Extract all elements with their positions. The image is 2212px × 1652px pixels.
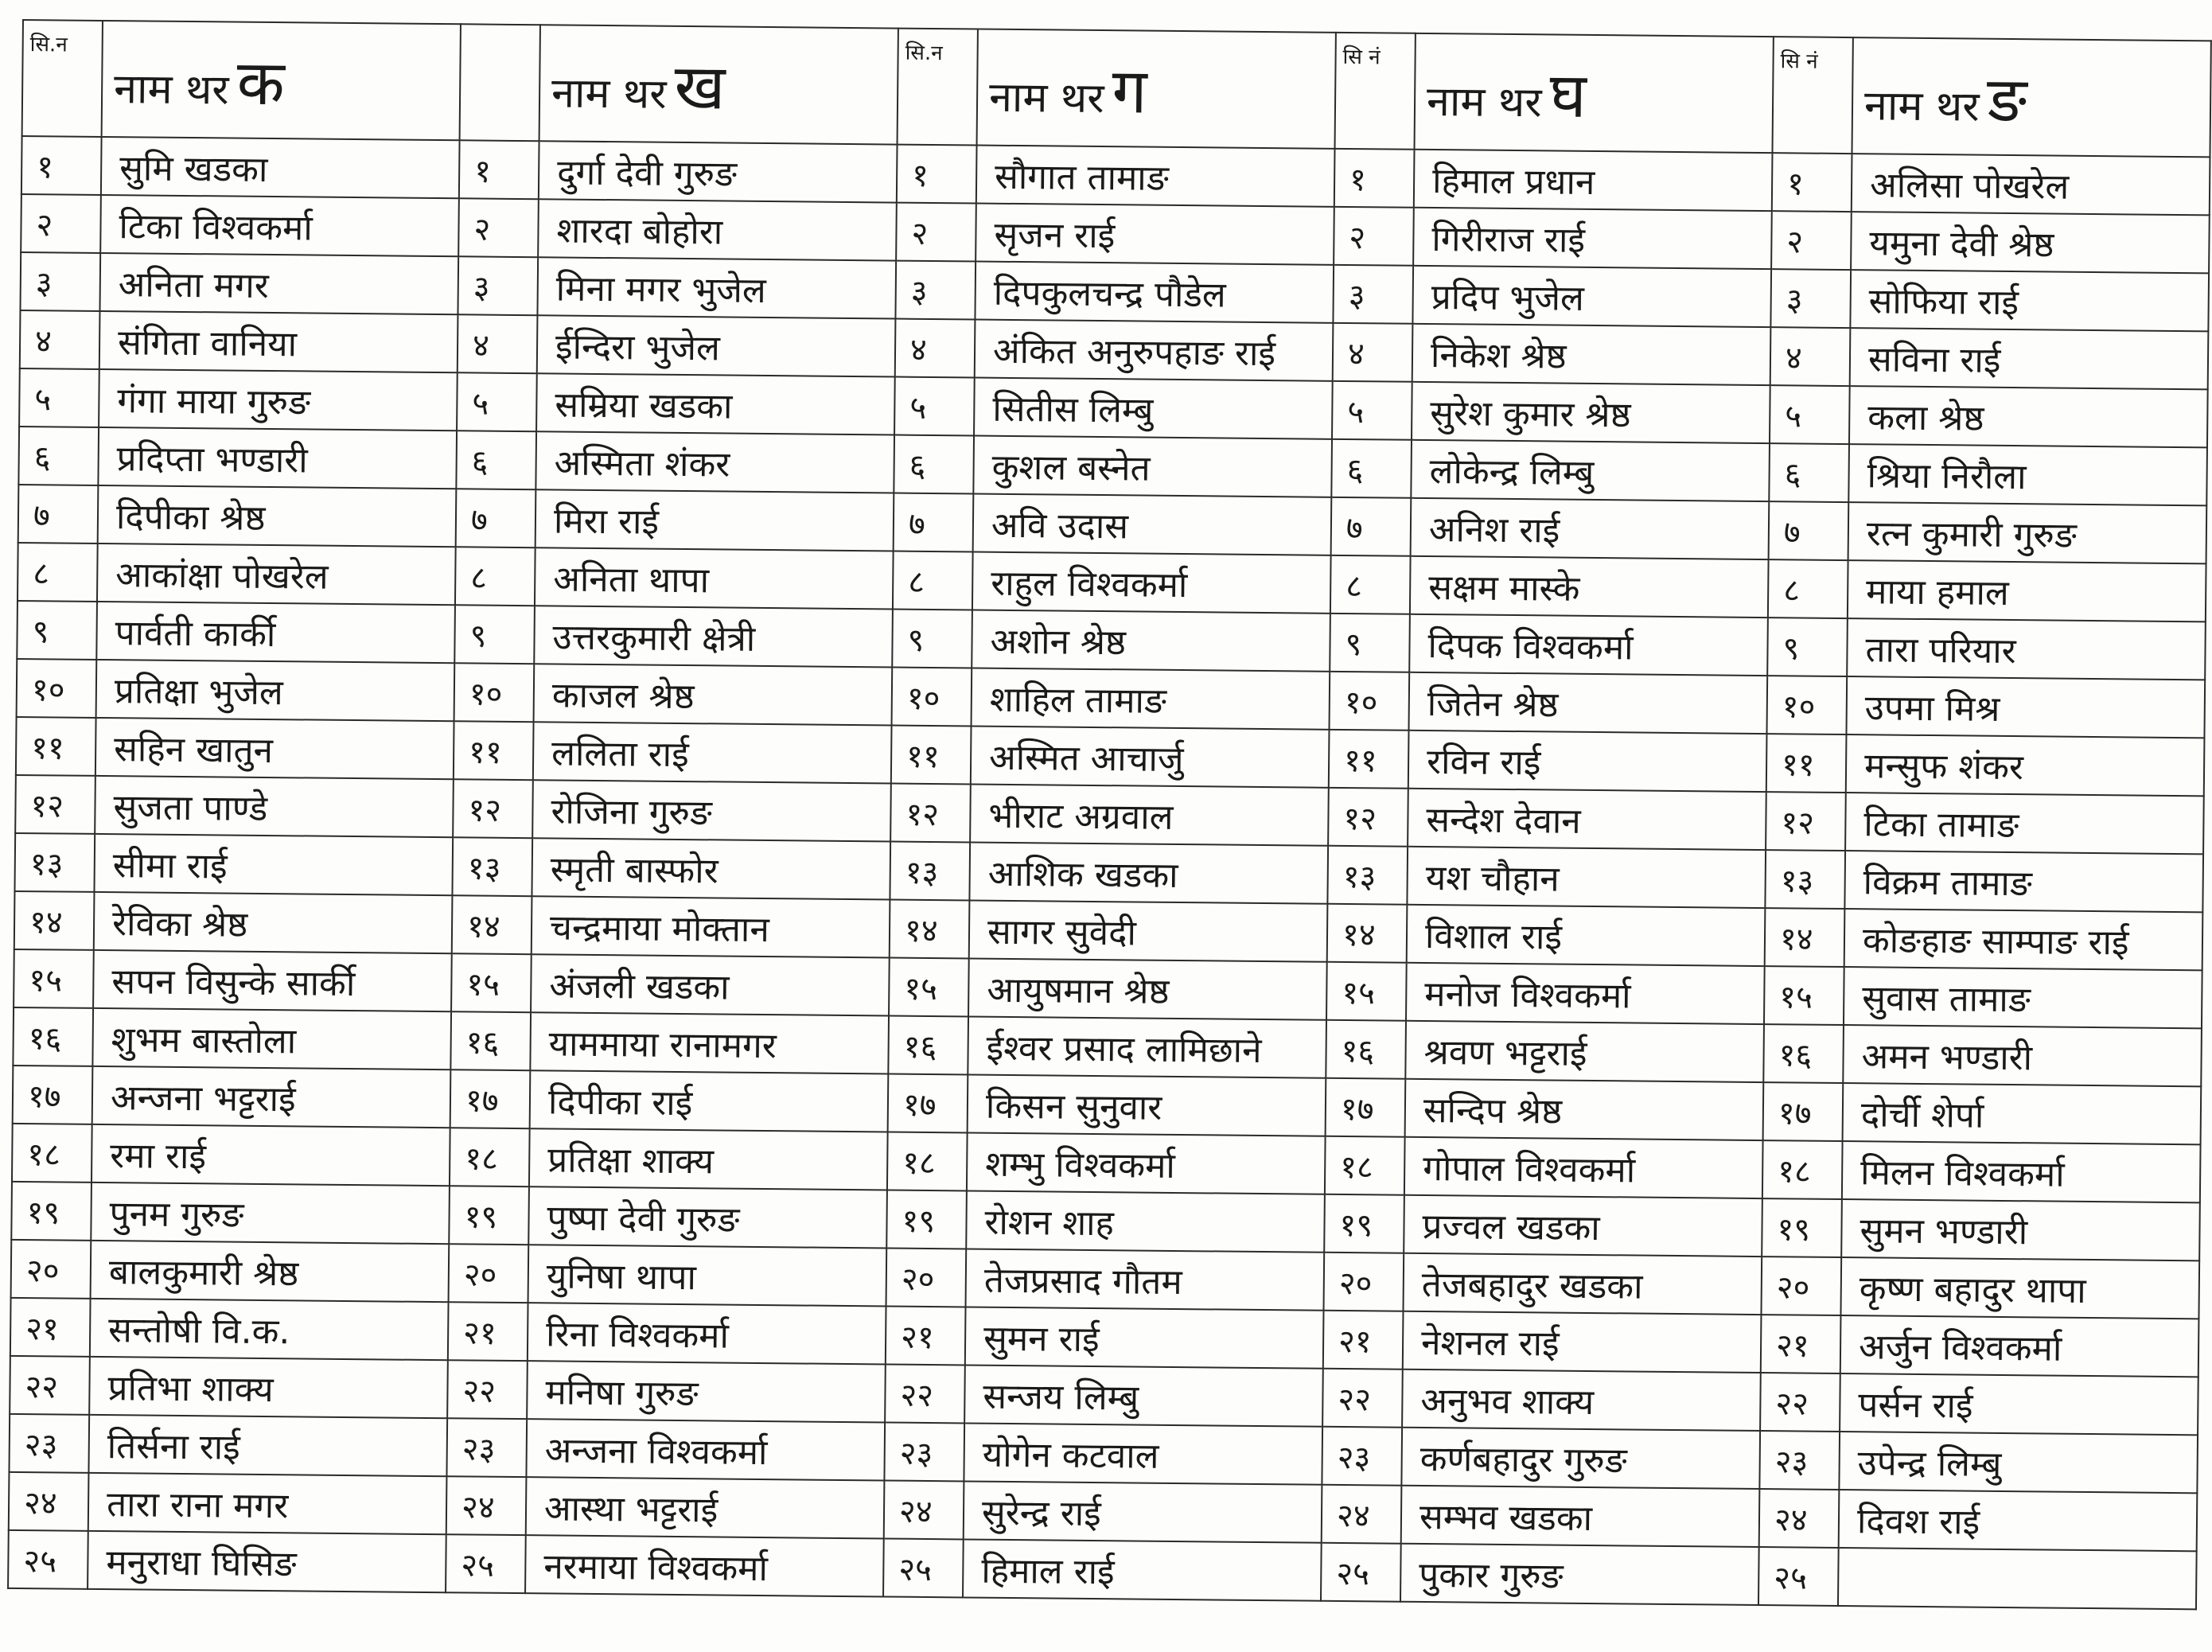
student-name-cell: अशोन श्रेष्ठ	[972, 610, 1330, 671]
serial-number-cell: १८	[1325, 1136, 1405, 1195]
serial-number-cell: १८	[450, 1128, 530, 1186]
serial-number-cell: १६	[1326, 1020, 1406, 1079]
column-header-name-label: नाम थर	[988, 73, 1104, 123]
column-header-name-group	[102, 21, 461, 140]
student-name-cell: पार्वती कार्की	[96, 602, 455, 663]
serial-number-cell: २	[458, 198, 539, 257]
student-name-cell: दुर्गा देवी गुरुङ	[539, 141, 898, 202]
student-name-cell: दिपक विश्वकर्मा	[1409, 614, 1768, 676]
student-name-cell: मनिषा गुरुङ	[527, 1361, 886, 1422]
serial-number-cell: १७	[13, 1066, 93, 1124]
student-name-cell: विशाल राई	[1407, 905, 1766, 966]
serial-number-cell: १५	[14, 949, 94, 1008]
student-name-cell: सुवास तामाङ	[1844, 967, 2202, 1028]
student-name-cell: काजल श्रेष्ठ	[534, 664, 893, 725]
serial-number-cell: २३	[9, 1414, 89, 1473]
serial-number-cell: २	[21, 194, 101, 253]
serial-number-cell: ४	[895, 319, 976, 378]
serial-number-cell: १३	[452, 837, 532, 896]
serial-number-cell: १९	[886, 1190, 967, 1249]
column-header-name-label: नाम थर	[551, 69, 667, 119]
group-letter: ख	[674, 51, 726, 124]
serial-number-cell: २५	[1758, 1547, 1839, 1606]
student-name-cell: सपन विसुन्के सार्की	[93, 950, 452, 1011]
serial-number-cell: १०	[1766, 676, 1847, 734]
serial-number-cell: ११	[454, 721, 534, 780]
student-name-cell: गंगा माया गुरुङ	[99, 369, 458, 431]
serial-number-cell: १०	[17, 659, 97, 718]
student-name-cell: मिना मगर भुजेल	[537, 257, 896, 318]
serial-number-cell: १४	[1327, 904, 1408, 963]
student-name-cell: आयुषमान श्रेष्ठ	[968, 958, 1327, 1019]
serial-number-cell: १	[21, 136, 102, 195]
serial-number-cell: ४	[1333, 323, 1413, 382]
student-name-cell: ईश्वर प्रसाद लामिछाने	[968, 1016, 1326, 1077]
student-name-cell: आस्था भट्टराई	[526, 1477, 885, 1538]
serial-number-cell: १९	[1324, 1194, 1404, 1253]
serial-number-cell: १८	[1762, 1140, 1843, 1199]
student-name-cell: बालकुमारी श्रेष्ठ	[91, 1241, 450, 1302]
student-name-cell: कोङहाङ साम्पाङ राई	[1844, 909, 2203, 970]
student-name-cell: सुमि खडका	[101, 137, 460, 198]
serial-number-cell: १३	[1327, 846, 1408, 905]
serial-number-cell: २१	[886, 1306, 966, 1365]
student-name-cell: सक्षम मास्के	[1410, 556, 1769, 618]
serial-number-cell: १५	[889, 958, 969, 1017]
column-header-name-group	[977, 29, 1336, 149]
student-name-cell: सहिन खातुन	[95, 718, 454, 779]
serial-number-cell: १८	[12, 1124, 92, 1183]
student-name-cell: माया हमाल	[1848, 560, 2206, 621]
column-header-name-group	[1852, 37, 2210, 157]
serial-number-cell: १४	[1765, 908, 1845, 967]
student-name-cell: सुरेश कुमार श्रेष्ठ	[1412, 382, 1770, 443]
student-name-cell: निकेश श्रेष्ठ	[1412, 324, 1771, 385]
serial-number-cell: ११	[16, 717, 96, 776]
student-name-cell: कला श्रेष्ठ	[1849, 386, 2208, 447]
serial-number-cell: ११	[1329, 730, 1409, 789]
serial-number-cell: ५	[1332, 381, 1412, 440]
student-name-cell: याममाया रानामगर	[530, 1012, 889, 1073]
student-name-cell: अर्जुन विश्वकर्मा	[1840, 1315, 2199, 1377]
student-name-cell: प्रदिप भुजेल	[1412, 266, 1771, 327]
student-name-cell: तारा परियार	[1847, 618, 2206, 680]
column-header-name-group	[539, 25, 898, 144]
serial-number-cell: १७	[888, 1074, 968, 1133]
serial-number-cell: ११	[891, 726, 972, 785]
serial-number-cell: १३	[890, 842, 970, 901]
student-name-cell: दिपीका राई	[530, 1070, 889, 1132]
serial-number-cell: ३	[20, 252, 100, 311]
student-name-cell: शम्भु विश्वकर्मा	[967, 1132, 1326, 1194]
student-list-table	[7, 19, 2212, 1610]
serial-number-cell: ६	[894, 435, 974, 494]
serial-number-cell: २३	[1759, 1431, 1840, 1490]
student-name-cell: सोफिया राई	[1850, 270, 2209, 331]
student-name-cell: सीमा राई	[94, 834, 453, 895]
student-name-cell	[1838, 1548, 2197, 1609]
serial-number-cell: २०	[1761, 1257, 1841, 1315]
column-header-serial: सि नं	[1335, 33, 1416, 150]
serial-number-cell: २१	[448, 1302, 528, 1361]
student-name-cell: दिवश राई	[1839, 1490, 2198, 1551]
student-name-cell: तिर्सना राई	[88, 1415, 447, 1476]
student-name-cell: रेविका श्रेष्ठ	[94, 892, 453, 953]
serial-number-cell: १	[459, 140, 539, 199]
student-name-cell: शारदा बोहोरा	[538, 199, 897, 260]
student-name-cell: मनोज विश्वकर्मा	[1406, 963, 1765, 1024]
serial-number-cell: २	[1334, 207, 1414, 266]
column-header-name-label: नाम थर	[1426, 77, 1542, 127]
serial-number-cell: २२	[447, 1360, 528, 1419]
student-name-cell: अमन भण्डारी	[1843, 1025, 2202, 1086]
student-name-cell: यमुना देवी श्रेष्ठ	[1851, 212, 2210, 273]
student-name-cell: अलिसा पोखरेल	[1852, 154, 2210, 215]
student-name-cell: नेशनल राई	[1403, 1311, 1762, 1373]
serial-number-cell: ८	[1330, 555, 1411, 614]
column-header-serial	[460, 24, 540, 141]
serial-number-cell: २५	[883, 1538, 964, 1597]
serial-number-cell: ६	[456, 431, 536, 489]
student-name-cell: यश चौहान	[1407, 847, 1766, 908]
student-name-cell: टिका तामाङ	[1845, 793, 2204, 854]
serial-number-cell: १०	[1330, 672, 1410, 731]
serial-number-cell: ७	[456, 489, 536, 547]
student-name-cell: दिपीका श्रेष्ठ	[98, 485, 457, 547]
student-name-cell: रोशन शाह	[966, 1190, 1325, 1252]
serial-number-cell: ४	[20, 310, 100, 369]
student-name-cell: सम्भव खडका	[1401, 1486, 1760, 1547]
student-name-cell: किसन सुनुवार	[968, 1074, 1326, 1136]
serial-number-cell: ३	[458, 256, 538, 315]
student-name-cell: अंकित अनुरुपहाङ राई	[975, 320, 1334, 381]
student-name-cell: मिलन विश्वकर्मा	[1842, 1141, 2201, 1202]
serial-number-cell: १२	[15, 775, 95, 834]
serial-number-cell: ८	[18, 543, 98, 602]
student-name-cell: सुमन भण्डारी	[1841, 1199, 2200, 1260]
serial-number-cell: १२	[890, 784, 971, 843]
serial-number-cell: १९	[11, 1182, 92, 1241]
serial-number-cell: १७	[1763, 1082, 1844, 1141]
student-name-cell: ललिता राई	[533, 722, 892, 783]
serial-number-cell: १०	[454, 663, 535, 722]
serial-number-cell: १९	[1762, 1198, 1842, 1257]
student-name-cell: श्रिया निरौला	[1848, 444, 2207, 505]
serial-number-cell: २०	[449, 1244, 529, 1303]
serial-number-cell: २३	[1322, 1427, 1402, 1486]
student-name-cell: अनिश राई	[1411, 498, 1770, 559]
serial-number-cell: ६	[18, 427, 99, 485]
serial-number-cell: ७	[18, 485, 99, 544]
serial-number-cell: २२	[1760, 1373, 1840, 1432]
student-name-cell: कर्णबहादुर गुरुङ	[1401, 1428, 1760, 1489]
student-name-cell: युनिषा थापा	[528, 1245, 887, 1306]
student-name-cell: तेजप्रसाद गौतम	[966, 1249, 1325, 1310]
student-name-cell: रमा राई	[92, 1124, 450, 1186]
serial-number-cell: २३	[446, 1418, 527, 1477]
student-name-cell: संगिता वानिया	[99, 311, 458, 372]
student-name-cell: आकांक्षा पोखरेल	[97, 544, 456, 605]
student-name-cell: ईन्दिरा भुजेल	[537, 315, 896, 376]
student-name-cell: अंजली खडका	[531, 954, 890, 1015]
student-name-cell: प्रतिभा शाक्य	[89, 1357, 448, 1418]
table-header-row	[22, 20, 2211, 157]
serial-number-cell: १५	[451, 953, 532, 1012]
serial-number-cell: १६	[13, 1007, 93, 1066]
student-name-cell: तेजबहादुर खडका	[1403, 1253, 1762, 1315]
student-name-cell: पर्सन राई	[1840, 1373, 2198, 1435]
serial-number-cell: १३	[1765, 850, 1845, 909]
serial-number-cell: १	[1772, 153, 1852, 212]
student-name-cell: चन्द्रमाया मोक्तान	[532, 896, 890, 957]
serial-number-cell: २	[896, 203, 976, 262]
group-letter: ङ	[1987, 64, 2027, 137]
serial-number-cell: २४	[884, 1480, 964, 1539]
serial-number-cell: १८	[887, 1132, 968, 1191]
student-name-cell: कुशल बस्नेत	[973, 436, 1332, 497]
serial-number-cell: १२	[1766, 792, 1846, 851]
group-letter: घ	[1549, 60, 1587, 132]
serial-number-cell: १७	[1326, 1078, 1406, 1137]
student-name-cell: प्रदिप्ता भण्डारी	[98, 427, 457, 489]
serial-number-cell: ५	[894, 377, 975, 436]
student-name-cell: उत्तरकुमारी क्षेत्री	[534, 606, 893, 667]
serial-number-cell: ९	[1767, 618, 1848, 676]
serial-number-cell: २५	[1321, 1543, 1401, 1602]
student-name-cell: मनुराधा घिसिङ	[88, 1531, 446, 1592]
serial-number-cell: ८	[1768, 559, 1848, 618]
column-header-serial: सि.न	[22, 20, 103, 137]
serial-number-cell: ३	[895, 261, 976, 320]
student-name-cell: तारा राना मगर	[88, 1473, 447, 1534]
student-name-cell: दोर्ची शेर्पा	[1843, 1083, 2202, 1144]
serial-number-cell: २३	[884, 1422, 964, 1481]
serial-number-cell: १४	[890, 900, 970, 959]
student-name-cell: पुनम गुरुङ	[91, 1183, 450, 1244]
serial-number-cell: ७	[894, 493, 974, 552]
student-name-cell: सन्जय लिम्बु	[964, 1365, 1323, 1426]
student-name-cell: सुजता पाण्डे	[95, 776, 454, 837]
student-name-cell: गोपाल विश्वकर्मा	[1404, 1137, 1763, 1198]
serial-number-cell: ६	[1331, 439, 1412, 498]
serial-number-cell: २४	[1759, 1489, 1840, 1548]
serial-number-cell: २०	[886, 1248, 967, 1307]
student-name-cell: रिना विश्वकर्मा	[528, 1303, 886, 1364]
serial-number-cell: ४	[458, 314, 538, 373]
student-name-cell: अनिता मगर	[99, 253, 458, 314]
table-body	[8, 136, 2210, 1609]
serial-number-cell: १६	[1763, 1024, 1844, 1083]
scanned-sheet	[7, 19, 2212, 1628]
column-header-name-group	[1415, 33, 1774, 153]
serial-number-cell: ७	[1769, 501, 1849, 560]
group-letter: क	[236, 47, 286, 120]
serial-number-cell: ६	[1769, 443, 1849, 502]
student-name-cell: उपेन्द्र लिम्बु	[1839, 1432, 2198, 1493]
student-name-cell: कृष्ण बहादुर थापा	[1840, 1257, 2199, 1319]
student-name-cell: विक्रम तामाङ	[1844, 851, 2203, 912]
student-name-cell: सन्तोषी वि.क.	[90, 1299, 449, 1360]
serial-number-cell: २४	[9, 1472, 89, 1531]
student-name-cell: सौगात तामाङ	[976, 146, 1335, 207]
serial-number-cell: २५	[446, 1534, 526, 1593]
student-name-cell: अन्जना विश्वकर्मा	[526, 1419, 885, 1480]
student-name-cell: अस्मित आचार्जु	[971, 726, 1330, 787]
serial-number-cell: १५	[1326, 962, 1407, 1021]
serial-number-cell: २	[1771, 211, 1852, 270]
serial-number-cell: १४	[14, 891, 95, 950]
serial-number-cell: ३	[1333, 265, 1413, 324]
student-name-cell: हिमाल राई	[963, 1539, 1322, 1600]
student-name-cell: राहुल विश्वकर्मा	[972, 551, 1331, 613]
serial-number-cell: २२	[10, 1356, 90, 1415]
student-name-cell: रविन राई	[1408, 731, 1767, 792]
student-name-cell: अनुभव शाक्य	[1402, 1370, 1761, 1431]
serial-number-cell: २०	[1323, 1253, 1404, 1311]
student-name-cell: अन्जना भट्टराई	[92, 1066, 451, 1128]
serial-number-cell: ७	[1331, 497, 1412, 556]
serial-number-cell: ५	[457, 372, 537, 431]
serial-number-cell: ५	[19, 368, 99, 427]
group-letter: ग	[1112, 56, 1147, 128]
student-name-cell: अवि उदास	[973, 494, 1332, 555]
serial-number-cell: ८	[893, 551, 973, 610]
student-name-cell: नरमाया विश्वकर्मा	[525, 1535, 884, 1596]
serial-number-cell: १४	[452, 895, 532, 954]
serial-number-cell: २२	[1322, 1369, 1403, 1428]
student-name-cell: श्रवण भट्टराई	[1405, 1021, 1764, 1082]
student-name-cell: योगेन कटवाल	[964, 1423, 1322, 1484]
serial-number-cell: १३	[14, 833, 95, 892]
serial-number-cell: १०	[892, 668, 972, 727]
student-name-cell: पुकार गुरुङ	[1400, 1544, 1759, 1605]
serial-number-cell: २०	[11, 1240, 92, 1299]
student-name-cell: रत्न कुमारी गुरुङ	[1848, 502, 2207, 563]
student-name-cell: प्रज्वल खडका	[1404, 1195, 1762, 1257]
serial-number-cell: १२	[1328, 788, 1408, 847]
serial-number-cell: १६	[888, 1016, 968, 1075]
student-name-cell: सितीस लिम्बु	[974, 378, 1333, 439]
serial-number-cell: ३	[1770, 269, 1851, 328]
serial-number-cell: २५	[8, 1530, 88, 1589]
serial-number-cell: ९	[17, 601, 97, 660]
serial-number-cell: १	[1334, 149, 1415, 208]
student-name-cell: अनिता थापा	[535, 547, 894, 609]
column-header-name-label: नाम थर	[1863, 82, 1980, 131]
column-header-name-label: नाम थर	[113, 65, 229, 115]
student-name-cell: सृजन राई	[976, 204, 1334, 265]
serial-number-cell: २२	[885, 1364, 965, 1423]
student-name-cell: सुरेन्द्र राई	[964, 1481, 1322, 1542]
serial-number-cell: १२	[453, 779, 533, 838]
student-name-cell: सन्दिप श्रेष्ठ	[1405, 1079, 1764, 1140]
student-name-cell: उपमा मिश्र	[1846, 676, 2205, 738]
student-name-cell: शुभम बास्तोला	[92, 1008, 451, 1070]
column-header-serial: सि.न	[898, 29, 978, 146]
student-name-cell: प्रतिक्षा भुजेल	[96, 660, 455, 721]
serial-number-cell: ९	[1330, 614, 1410, 672]
serial-number-cell: १६	[450, 1011, 531, 1070]
student-name-cell: आशिक खडका	[969, 842, 1328, 903]
serial-number-cell: १७	[450, 1070, 531, 1128]
student-name-cell: गिरीराज राई	[1413, 208, 1772, 269]
student-name-cell: प्रतिक्षा शाक्य	[529, 1128, 888, 1190]
student-name-cell: सम्रिया खडका	[536, 373, 895, 434]
serial-number-cell: ९	[454, 605, 535, 664]
serial-number-cell: २१	[1323, 1311, 1404, 1370]
serial-number-cell: २१	[1761, 1315, 1841, 1373]
student-name-cell: सागर सुवेदी	[969, 900, 1328, 961]
student-name-cell: जितेन श्रेष्ठ	[1409, 672, 1768, 734]
serial-number-cell: १९	[449, 1186, 529, 1245]
student-name-cell: शाहिल तामाङ	[972, 668, 1330, 729]
serial-number-cell: १५	[1764, 966, 1844, 1025]
student-name-cell: स्मृती बास्फोर	[532, 838, 890, 899]
serial-number-cell: २४	[446, 1476, 527, 1535]
student-name-cell: पुष्पा देवी गुरुङ	[528, 1186, 887, 1248]
student-name-cell: दिपकुलचन्द्र पौडेल	[975, 262, 1334, 323]
student-name-cell: मन्सुफ शंकर	[1846, 734, 2205, 796]
serial-number-cell: ९	[892, 610, 972, 668]
serial-number-cell: ५	[1770, 385, 1850, 444]
student-name-cell: भीराट अग्रवाल	[970, 784, 1329, 845]
serial-number-cell: २४	[1322, 1485, 1402, 1544]
serial-number-cell: १	[897, 145, 977, 204]
student-name-cell: हिमाल प्रधान	[1414, 150, 1773, 211]
serial-number-cell: ४	[1770, 327, 1851, 386]
student-name-cell: मिरा राई	[535, 489, 894, 551]
serial-number-cell: ८	[455, 547, 535, 606]
student-name-cell: सविना राई	[1850, 328, 2209, 389]
serial-number-cell: ११	[1766, 734, 1847, 793]
student-name-cell: सन्देश देवान	[1408, 789, 1766, 850]
column-header-serial: सि नं	[1772, 37, 1852, 154]
student-name-cell: टिका विश्वकर्मा	[100, 195, 459, 256]
serial-number-cell: २१	[10, 1298, 91, 1357]
student-name-cell: अस्मिता शंकर	[535, 431, 894, 493]
student-name-cell: लोकेन्द्र लिम्बु	[1411, 440, 1770, 501]
student-name-cell: रोजिना गुरुङ	[532, 780, 891, 841]
student-name-cell: सुमन राई	[965, 1307, 1324, 1368]
